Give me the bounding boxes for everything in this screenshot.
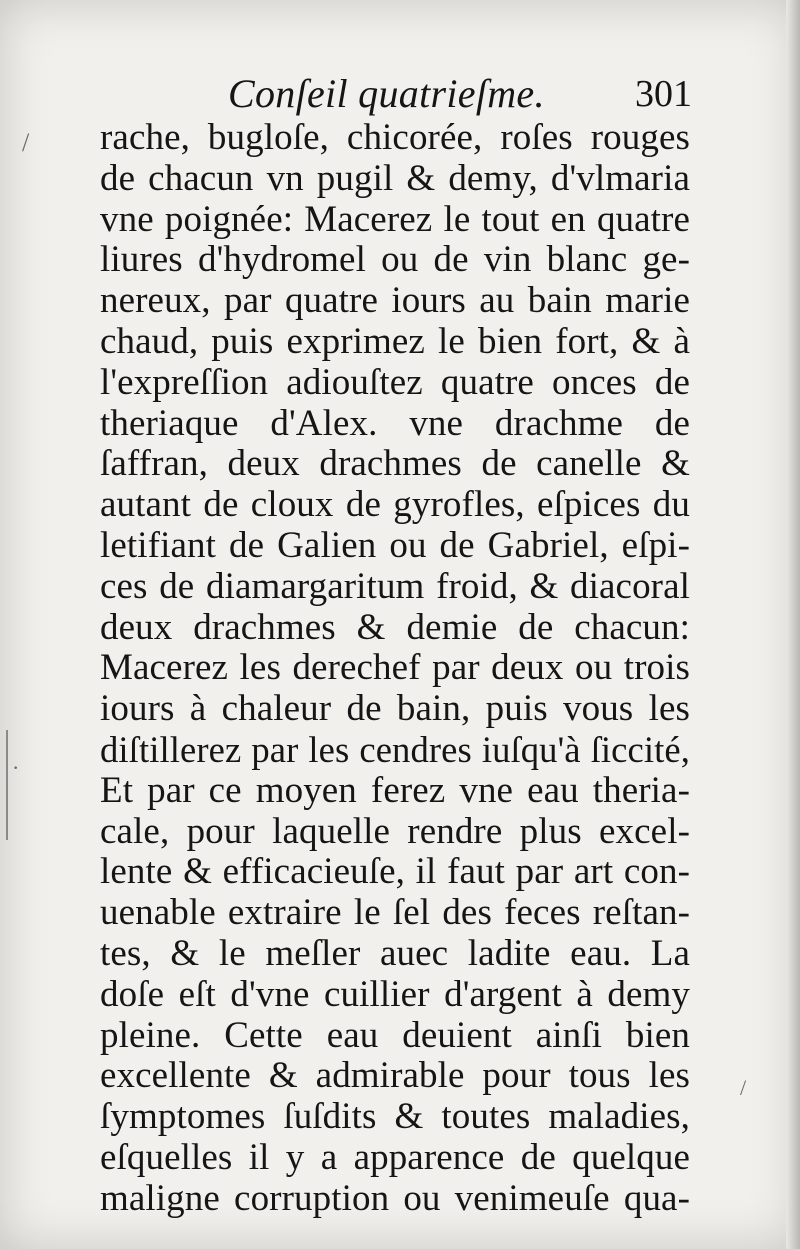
margin-tick-mark: / xyxy=(22,128,30,157)
text-line: ſaffran, deux drachmes de canelle & xyxy=(100,443,690,485)
text-line: diſtillerez par les cendres iuſqu'à ſiccité, xyxy=(100,728,690,770)
text-line: pleine. Cette eau deuient ainſi bien xyxy=(100,1014,690,1056)
margin-tick-mark: / xyxy=(740,1075,747,1100)
text-line: Et par ce moyen ferez vne eau theria- xyxy=(100,769,690,811)
text-line: l'expreſſion adiouſtez quatre onces de xyxy=(100,361,690,403)
text-line: iours à chaleur de bain, puis vous les xyxy=(100,688,690,730)
text-line: liures d'hydromel ou de vin blanc ge- xyxy=(100,239,690,281)
page-number: 301 xyxy=(635,73,692,115)
text-line: letifiant de Galien ou de Gabriel, eſpi- xyxy=(100,524,690,566)
text-line: lente & efficacieuſe, il faut par art con- xyxy=(100,851,690,893)
text-line: autant de cloux de gyrofles, eſpices du xyxy=(100,484,690,526)
text-line: ſymptomes ſuſdits & toutes maladies, xyxy=(100,1096,690,1138)
text-line: eſquelles il y a apparence de quelque xyxy=(100,1136,690,1178)
text-line: maligne corruption ou venimeuſe qua- xyxy=(100,1177,690,1219)
text-line: Macerez les derechef par deux ou trois xyxy=(100,647,690,689)
page-header xyxy=(228,70,692,120)
text-line: nereux, par quatre iours au bain marie xyxy=(100,280,690,322)
text-line: de chacun vn pugil & demy, d'vlmaria xyxy=(100,157,690,199)
text-line: deux drachmes & demie de chacun: xyxy=(100,606,690,648)
margin-rule xyxy=(6,730,8,840)
text-line: theriaque d'Alex. vne drachme de xyxy=(100,402,690,444)
text-line: uenable extraire le ſel des feces reſtan- xyxy=(100,892,690,934)
text-line: rache, bugloſe, chicorée, roſes rouges xyxy=(100,117,690,158)
running-title: Conſeil quatrieſme. xyxy=(228,71,545,116)
page-edge-shadow xyxy=(786,0,800,1249)
text-line: doſe eſt d'vne cuillier d'argent à demy xyxy=(100,973,690,1015)
text-line: cale, pour laquelle rendre plus excel- xyxy=(100,810,690,852)
text-line: excellente & admirable pour tous les xyxy=(100,1055,690,1097)
text-line: vne poignée: Macerez le tout en quatre xyxy=(100,198,690,240)
text-line: chaud, puis exprimez le bien fort, & à xyxy=(100,320,690,362)
margin-dot-mark: · xyxy=(12,755,20,780)
text-line: tes, & le meſler auec ladite eau. La xyxy=(100,932,690,974)
body-text xyxy=(100,118,690,1220)
text-line: ces de diamargaritum froid, & diacoral xyxy=(100,565,690,607)
